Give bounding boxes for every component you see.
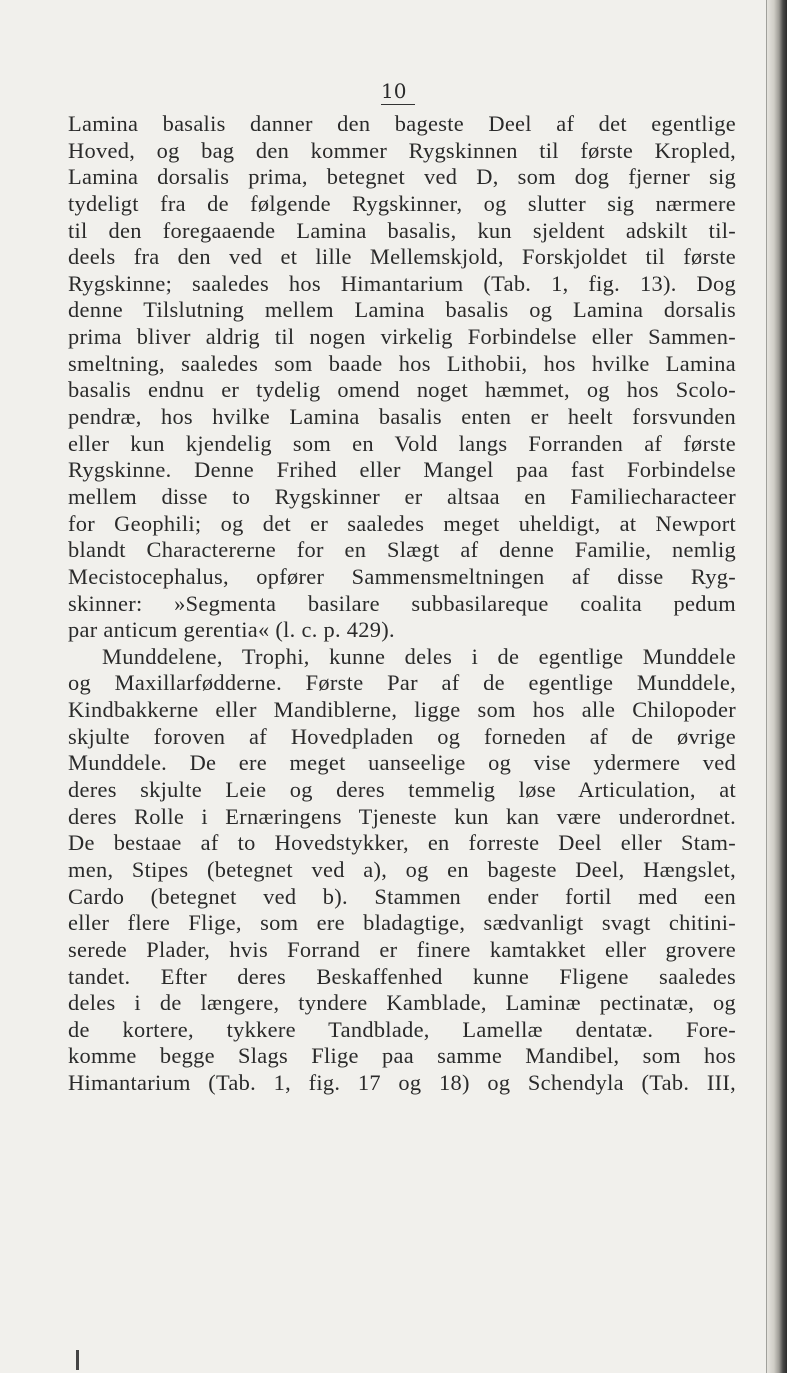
text-line: serede Plader, hvis Forrand er finere kamtakket eller grovere [68,936,736,962]
text-line: denne Tilslutning mellem Lamina basalis og Lamina dorsalis [68,297,736,323]
text-line: og Maxillarfødderne. Første Par af de egentlige Munddele, [68,670,736,696]
text-line: pendræ, hos hvilke Lamina basalis enten er heelt forsvunden [68,404,736,430]
text-line: basalis endnu er tydelig omend noget hæmmet, og hos Scolo- [68,377,736,403]
text-line: tandet. Efter deres Beskaffenhed kunne Fligene saaledes [68,963,736,989]
text-line: deres skjulte Leie og deres temmelig løse Articulation, at [68,777,736,803]
text-line: deles i de længere, tyndere Kamblade, Laminæ pectinatæ, og [68,990,736,1016]
text-line: skinner: »Segmenta basilare subbasilareque coalita pedum [68,590,736,616]
text-line: Kindbakkerne eller Mandiblerne, ligge som hos alle Chilopoder [68,697,736,723]
text-line: Rygskinne. Denne Frihed eller Mangel paa fast Forbindelse [68,457,736,483]
text-line: Munddele. De ere meget uanseelige og vise ydermere ved [68,750,736,776]
text-line: Himantarium (Tab. 1, fig. 17 og 18) og Schendyla (Tab. III, [68,1070,736,1096]
text-line: par anticum gerentia« (l. c. p. 429). [68,617,395,643]
text-line: komme begge Slags Flige paa samme Mandibel, som hos [68,1043,736,1069]
text-line: Cardo (betegnet ved b). Stammen ender fortil med een [68,883,736,909]
text-line: eller kun kjendelig som en Vold langs Forranden af første [68,430,736,456]
text-line: tydeligt fra de følgende Rygskinner, og slutter sig nærmere [68,190,736,216]
text-line: Munddelene, Trophi, kunne deles i de egentlige Munddele [102,643,736,669]
body-text [68,111,736,1097]
text-line: deres Rolle i Ernæringens Tjeneste kun kan være underordnet. [68,803,736,829]
page-number: 10 [381,80,415,105]
text-line: de kortere, tykkere Tandblade, Lamellæ dentatæ. Fore- [68,1016,736,1042]
text-line: men, Stipes (betegnet ved a), og en bageste Deel, Hængslet, [68,856,736,882]
text-line: for Geophili; og det er saaledes meget uheldigt, at Newport [68,510,736,536]
text-line: eller flere Flige, som ere bladagtige, sædvanligt svagt chitini- [68,910,736,936]
text-line: Mecistocephalus, opfører Sammensmeltningen af disse Ryg- [68,563,736,589]
text-line: smeltning, saaledes som baade hos Lithobii, hos hvilke Lamina [68,350,736,376]
text-line: Hoved, og bag den kommer Rygskinnen til første Kropled, [68,137,736,163]
text-line: Rygskinne; saaledes hos Himantarium (Tab. 1, fig. 13). Dog [68,270,736,296]
text-line: deels fra den ved et lille Mellemskjold, Forskjoldet til første [68,244,736,270]
text-line: til den foregaaende Lamina basalis, kun sjeldent adskilt til- [68,217,736,243]
scan-mark [76,1350,79,1370]
text-line: Lamina basalis danner den bageste Deel af det egentlige [68,111,736,136]
text-line: mellem disse to Rygskinner er altsaa en Familiecharacteer [68,483,736,509]
text-line: skjulte foroven af Hovedpladen og forneden af de øvrige [68,723,736,749]
text-line: blandt Charactererne for en Slægt af denne Familie, nemlig [68,537,736,563]
text-line: prima bliver aldrig til nogen virkelig Forbindelse eller Sammen- [68,324,736,350]
text-line: De bestaae af to Hovedstykker, en forreste Deel eller Stam- [68,830,736,856]
page-binding-edge [767,0,787,1373]
text-line: Lamina dorsalis prima, betegnet ved D, som dog fjerner sig [68,164,736,190]
